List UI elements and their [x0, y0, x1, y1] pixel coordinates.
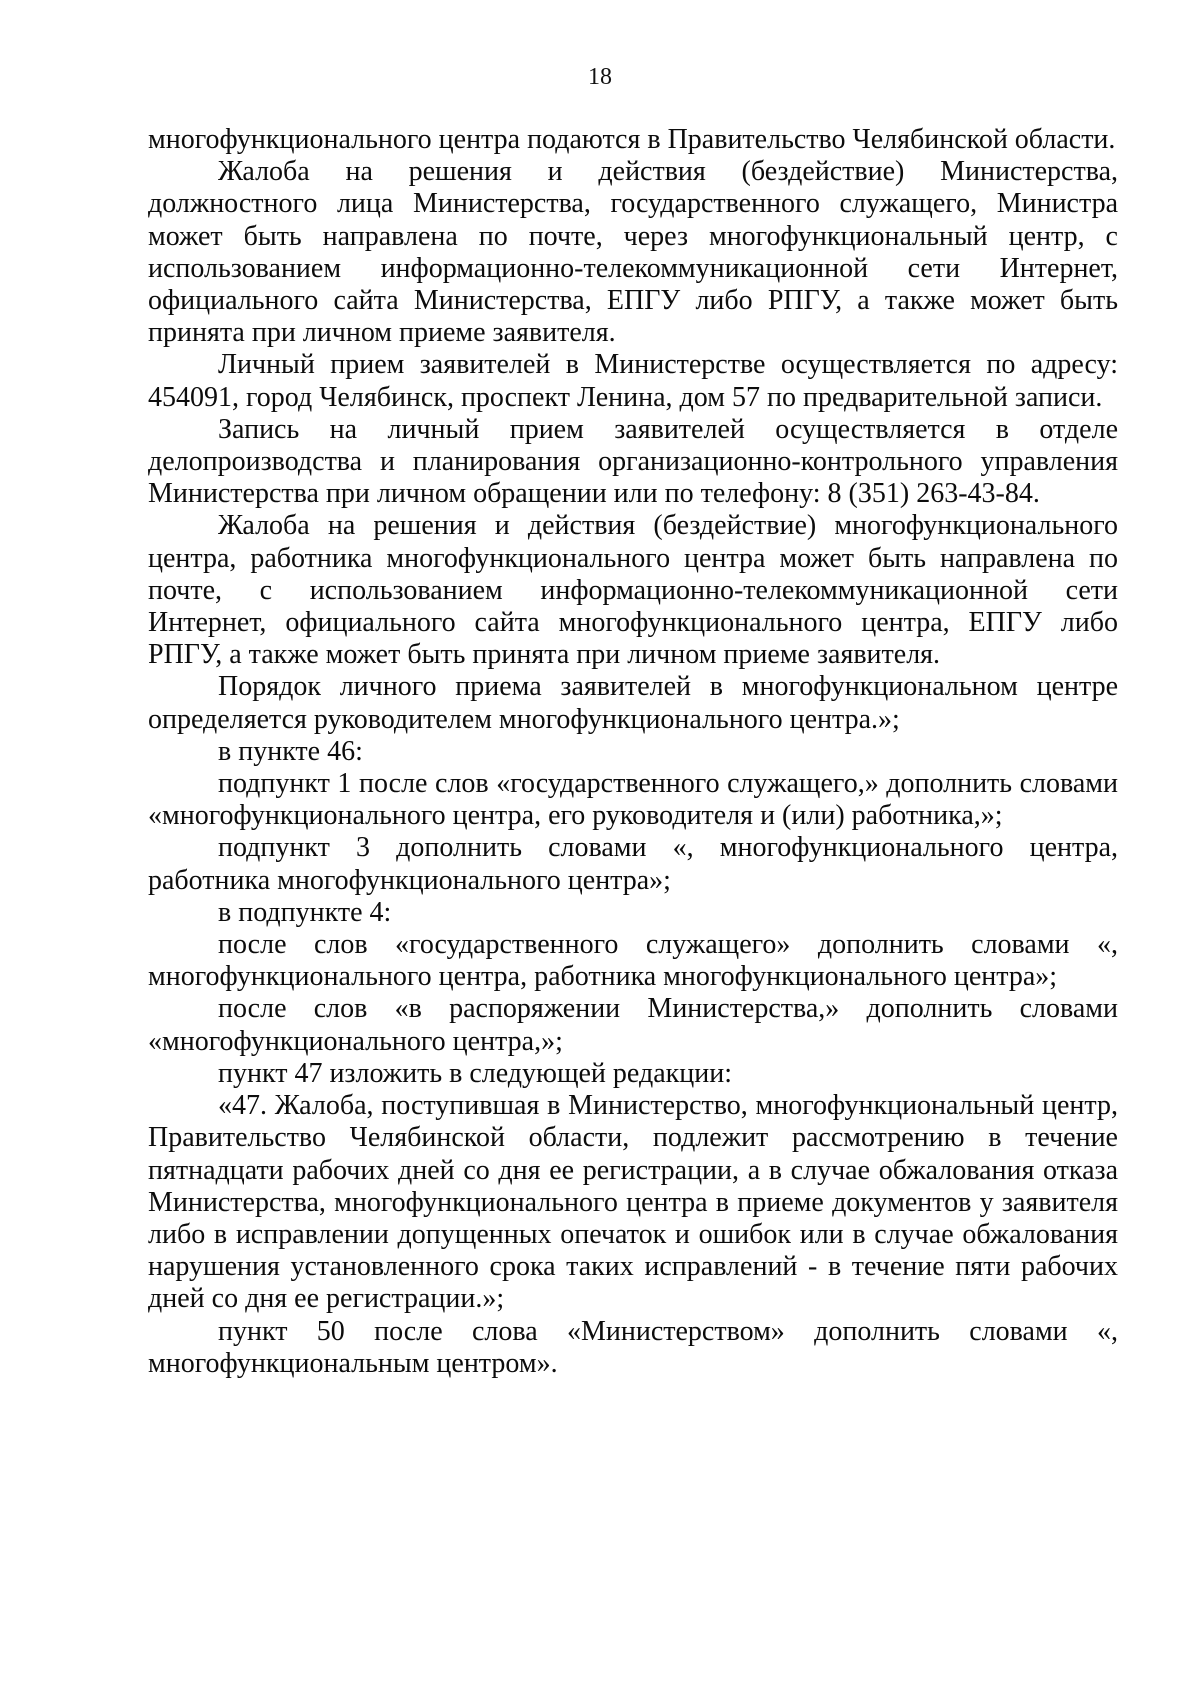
paragraph-subclause-4-intro: в подпункте 4:: [218, 896, 392, 928]
paragraph-clause-47-intro: пункт 47 изложить в следующей редакции:: [218, 1057, 732, 1089]
paragraph-reception-appointment: Запись на личный прием заявителей осуществляется в отделе делопроизводства и планирования организационно-контрольного управления Министерства при личном обращении или по телефону: 8 (351) 263-43-84.: [148, 413, 1118, 510]
paragraph-complaint-ministry: Жалоба на решения и действия (бездействие) Министерства, должностного лица Министерства, государственного служащего, Министра может быть направлена по почте, через многофункциональный центр, с использованием информационно-телекоммуникационной сети Интернет, официального сайта Министерства, ЕПГУ либо РПГУ, а также может быть принята при личном приеме заявителя.: [148, 156, 1118, 349]
paragraph-subclause-4-amendment-1: после слов «государственного служащего» дополнить словами «, многофункционального центра, работника многофункционального центра»;: [148, 929, 1118, 993]
paragraph-mfc-reception-order: Порядок личного приема заявителей в многофункциональном центре определяется руководителем многофункционального центра.»;: [148, 671, 1118, 735]
paragraph-subclause-3: подпункт 3 дополнить словами «, многофункционального центра, работника многофункционального центра»;: [148, 832, 1118, 896]
document-body: [148, 124, 1118, 1380]
paragraph-subclause-4-amendment-2: после слов «в распоряжении Министерства,» дополнить словами «многофункционального центра,»;: [148, 993, 1118, 1057]
paragraph-clause-47-text: «47. Жалоба, поступившая в Министерство, многофункциональный центр, Правительство Челябинской области, подлежит рассмотрению в течение пятнадцати рабочих дней со дня ее регистрации, а в случае обжалования отказа Министерства, многофункционального центра в приеме документов у заявителя либо в исправлении допущенных опечаток и ошибок или в случае обжалования нарушения установленного срока таких исправлений - в течение пяти рабочих дней со дня ее регистрации.»;: [148, 1090, 1118, 1315]
paragraph-subclause-1: подпункт 1 после слов «государственного служащего,» дополнить словами «многофункционального центра, его руководителя и (или) работника,»;: [148, 768, 1118, 832]
paragraph-clause-46-intro: в пункте 46:: [218, 735, 363, 767]
paragraph-continuation: многофункционального центра подаются в Правительство Челябинской области.: [148, 124, 1116, 155]
paragraph-personal-reception-address: Личный прием заявителей в Министерстве осуществляется по адресу: 454091, город Челябинск, проспект Ленина, дом 57 по предварительной записи.: [148, 349, 1118, 413]
paragraph-complaint-mfc: Жалоба на решения и действия (бездействие) многофункционального центра, работника многофункционального центра может быть направлена по почте, с использованием информационно-телекоммуникационной сети Интернет, официального сайта многофункционального центра, ЕПГУ либо РПГУ, а также может быть принята при личном приеме заявителя.: [148, 510, 1118, 671]
paragraph-clause-50: пункт 50 после слова «Министерством» дополнить словами «, многофункциональным центром».: [148, 1315, 1118, 1379]
page-number: 18: [588, 64, 612, 90]
